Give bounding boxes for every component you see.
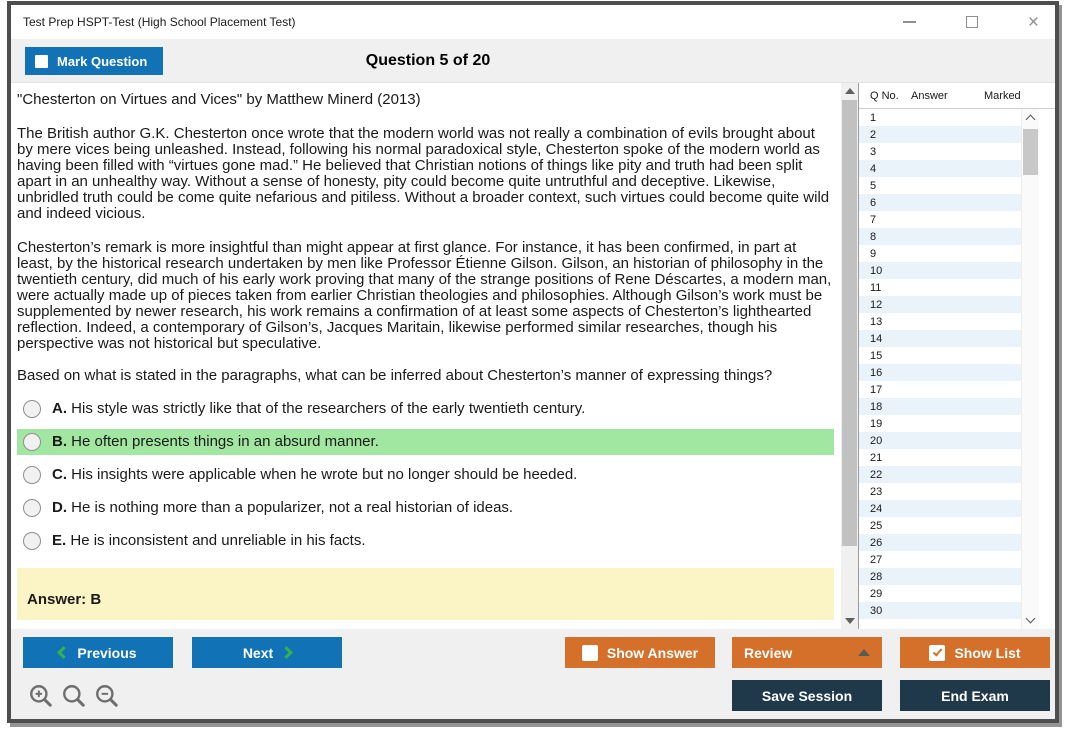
question-row-19[interactable]: 19	[859, 415, 1021, 432]
bottom-toolbar	[11, 629, 1055, 719]
question-row-2[interactable]: 2	[859, 126, 1021, 143]
column-qno: Q No.	[870, 89, 899, 102]
options-list	[17, 396, 834, 554]
option-e[interactable]	[17, 528, 834, 554]
scroll-down-icon[interactable]	[1026, 614, 1036, 624]
passage-source: "Chesterton on Virtues and Vices" by Matthew Minerd (2013)	[17, 91, 421, 108]
column-marked: Marked	[984, 89, 1021, 102]
question-row-23[interactable]: 23	[859, 483, 1021, 500]
question-row-3[interactable]: 3	[859, 143, 1021, 160]
end-exam-label: End Exam	[941, 687, 1009, 704]
question-row-30[interactable]: 30	[859, 602, 1021, 619]
chevron-right-icon	[280, 646, 293, 659]
answer-label: Answer: B	[27, 591, 102, 608]
next-label: Next	[242, 644, 274, 661]
save-session-button[interactable]	[732, 680, 882, 711]
option-text: D. He is nothing more than a popularizer, not a real historian of ideas.	[52, 499, 514, 516]
mark-question-button[interactable]	[25, 47, 163, 75]
question-row-1[interactable]: 1	[859, 109, 1021, 126]
window-title: Test Prep HSPT-Test (High School Placement Test)	[23, 15, 296, 29]
question-row-10[interactable]: 10	[859, 262, 1021, 279]
scroll-down-icon[interactable]	[845, 618, 855, 624]
question-row-17[interactable]: 17	[859, 381, 1021, 398]
radio-button-icon[interactable]	[23, 466, 41, 484]
caret-up-icon	[858, 649, 870, 656]
scroll-up-icon[interactable]	[1026, 115, 1036, 125]
app-window	[7, 1, 1059, 723]
maximize-icon[interactable]	[966, 16, 978, 28]
question-row-24[interactable]: 24	[859, 500, 1021, 517]
option-a[interactable]	[17, 396, 834, 422]
mark-question-label: Mark Question	[57, 53, 148, 69]
option-c[interactable]	[17, 462, 834, 488]
close-icon[interactable]: ×	[1027, 11, 1039, 33]
sidebar-scrollbar[interactable]	[1021, 109, 1039, 629]
question-row-20[interactable]: 20	[859, 432, 1021, 449]
show-list-checkbox-icon[interactable]	[929, 645, 945, 661]
radio-button-icon[interactable]	[23, 499, 41, 517]
option-d[interactable]	[17, 495, 834, 521]
check-icon	[933, 646, 943, 656]
question-list	[859, 109, 1021, 629]
window-controls	[903, 13, 1039, 32]
chevron-left-icon	[58, 646, 71, 659]
question-row-21[interactable]: 21	[859, 449, 1021, 466]
question-text: Based on what is stated in the paragraphs, what can be inferred about Chesterton’s manner of expressing things?	[17, 367, 773, 384]
passage-paragraph-2: Chesterton’s remark is more insightful than might appear at first glance. For instance, it has been confirmed, in part at least, by the historical research undertaken by men like Professor Étienne Gilson. Gilson, an historian of philosophy in the twentieth century, did much of his early work proving that many of the strange positions of Rene Déscartes, a modern man, were actually made up of pieces taken from earlier Christian theologies and philosophies. Although Gilson’s work must be supplemented by newer research, his work remains a confirmation of at least some aspects of Chesterton’s lighthearted reflection. Indeed, a contemporary of Gilson’s, Jacques Maritain, likewise performed similar researches, though his perspective was not historical but speculative.	[17, 239, 832, 352]
question-row-22[interactable]: 22	[859, 466, 1021, 483]
mark-question-checkbox-icon[interactable]	[35, 55, 48, 68]
zoom-reset-icon[interactable]	[61, 683, 87, 709]
option-b[interactable]	[17, 429, 834, 455]
show-list-button[interactable]	[900, 637, 1050, 668]
previous-button[interactable]	[23, 637, 173, 668]
question-row-25[interactable]: 25	[859, 517, 1021, 534]
question-row-28[interactable]: 28	[859, 568, 1021, 585]
radio-button-icon[interactable]	[23, 433, 41, 451]
show-answer-button[interactable]	[565, 637, 715, 668]
option-text: E. He is inconsistent and unreliable in his facts.	[52, 532, 366, 549]
question-content	[11, 83, 841, 629]
question-list-header	[859, 83, 1055, 109]
show-list-label: Show List	[954, 644, 1021, 661]
question-row-4[interactable]: 4	[859, 160, 1021, 177]
question-row-13[interactable]: 13	[859, 313, 1021, 330]
question-row-11[interactable]: 11	[859, 279, 1021, 296]
review-button[interactable]	[732, 637, 882, 668]
scrollbar-thumb[interactable]	[842, 100, 857, 546]
show-answer-checkbox-icon[interactable]	[582, 645, 598, 661]
zoom-out-icon[interactable]	[94, 683, 120, 709]
zoom-in-icon[interactable]	[28, 683, 54, 709]
show-answer-label: Show Answer	[606, 644, 699, 661]
question-row-8[interactable]: 8	[859, 228, 1021, 245]
minimize-icon[interactable]	[903, 21, 916, 23]
question-counter: Question 5 of 20	[365, 52, 491, 69]
content-scrollbar[interactable]	[841, 83, 858, 629]
header-bar	[11, 39, 1055, 83]
question-row-5[interactable]: 5	[859, 177, 1021, 194]
scrollbar-thumb[interactable]	[1023, 129, 1038, 175]
radio-button-icon[interactable]	[23, 532, 41, 550]
save-session-label: Save Session	[761, 687, 853, 704]
previous-label: Previous	[77, 644, 137, 661]
review-label: Review	[744, 644, 793, 661]
column-answer: Answer	[911, 89, 948, 102]
option-text: B. He often presents things in an absurd manner.	[52, 433, 379, 450]
question-row-27[interactable]: 27	[859, 551, 1021, 568]
question-row-18[interactable]: 18	[859, 398, 1021, 415]
question-row-7[interactable]: 7	[859, 211, 1021, 228]
passage-paragraph-1: The British author G.K. Chesterton once wrote that the modern world was not really a combination of evils brought about by mere vices being unleashed. Instead, following his normal paradoxical style, Chesterton spoke of the modern world as having been filled with “virtues gone mad.” He believed that Christian notions of things like pity and truth had been split apart in an unhealthy way. Without a sense of honesty, pity could become quite untruthful and deceptive. Likewise, unbridled truth could be come quite nefarious and pitiless. Without a broader context, such virtues could become quite wild and indeed vicious.	[17, 125, 830, 222]
option-text: C. His insights were applicable when he wrote but no longer should be heeded.	[52, 466, 578, 483]
zoom-controls	[28, 683, 120, 709]
question-row-26[interactable]: 26	[859, 534, 1021, 551]
question-row-12[interactable]: 12	[859, 296, 1021, 313]
scroll-up-icon[interactable]	[845, 88, 855, 94]
question-row-9[interactable]: 9	[859, 245, 1021, 262]
question-row-16[interactable]: 16	[859, 364, 1021, 381]
next-button[interactable]	[192, 637, 342, 668]
option-text: A. His style was strictly like that of the researchers of the early twentieth century.	[52, 400, 586, 417]
question-row-6[interactable]: 6	[859, 194, 1021, 211]
answer-box	[17, 568, 834, 620]
question-row-29[interactable]: 29	[859, 585, 1021, 602]
title-bar	[11, 5, 1055, 39]
question-row-14[interactable]: 14	[859, 330, 1021, 347]
radio-button-icon[interactable]	[23, 400, 41, 418]
question-row-15[interactable]: 15	[859, 347, 1021, 364]
question-list-panel	[858, 83, 1055, 629]
end-exam-button[interactable]	[900, 680, 1050, 711]
